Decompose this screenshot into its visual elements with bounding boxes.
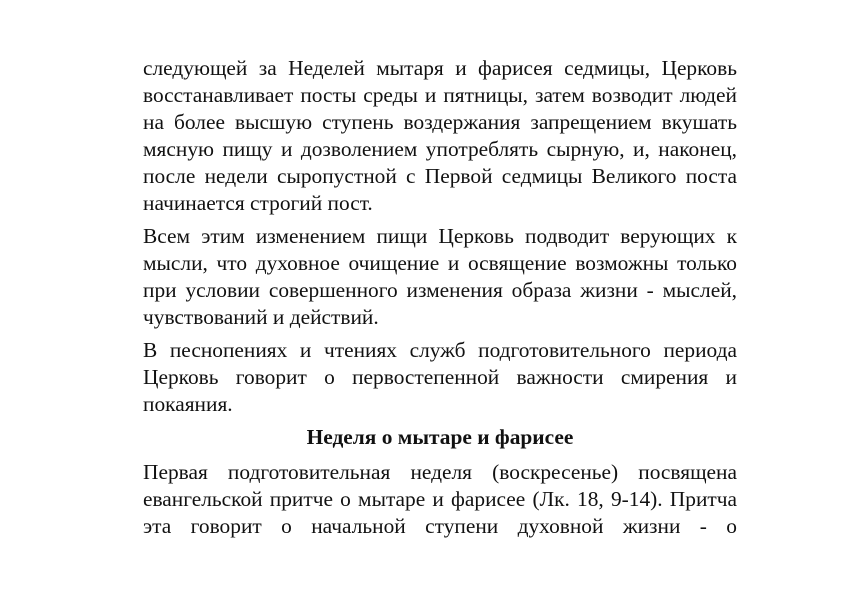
paragraph-4: Первая подготовительная неделя (воскресенье) посвящена евангельской притче о мытаре и фарисее (Лк. 18, 9-14). Притча эта говорит о начальной ступени духовной жизни - о [143, 460, 737, 538]
paragraph-3: В песнопениях и чтениях служб подготовительного периода Церковь говорит о первостепенной важности смирения и покаяния. [143, 338, 737, 416]
paragraph-2: Всем этим изменением пищи Церковь подводит верующих к мысли, что духовное очищение и освящение возможны только при условии совершенного изменения образа жизни - мыслей, чувствований и действий. [143, 224, 737, 329]
document-body [143, 55, 737, 546]
paragraph-1: следующей за Неделей мытаря и фарисея седмицы, Церковь восстанавливает посты среды и пятницы, затем возводит людей на более высшую ступень воздержания запрещением вкушать мясную пищу и дозволением употреблять сырную, и, наконец, после недели сыропустной с Первой седмицы Великого поста начинается строгий пост. [143, 56, 737, 215]
section-heading: Неделя о мытаре и фарисее [306, 425, 574, 449]
